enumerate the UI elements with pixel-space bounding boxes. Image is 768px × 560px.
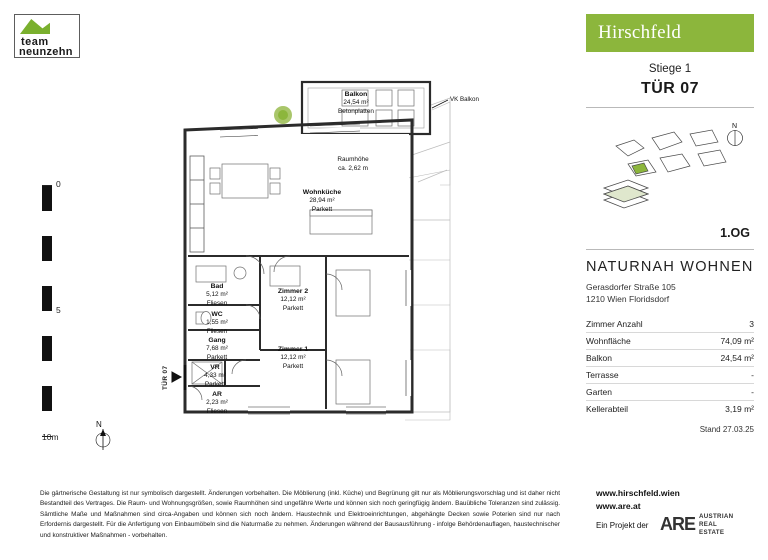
spec-label: Wohnfläche xyxy=(586,335,631,346)
spec-label: Zimmer Anzahl xyxy=(586,318,643,329)
spec-label: Kellerabteil xyxy=(586,403,629,414)
floorplan-drawing xyxy=(150,60,570,470)
scale-segment xyxy=(42,236,52,261)
projekt-label: Ein Projekt der xyxy=(596,521,649,530)
scale-segment xyxy=(42,336,52,361)
brand-title: Hirschfeld xyxy=(598,22,682,43)
naturnah-wohnen-title: NATURNAH WOHNEN xyxy=(586,259,754,275)
room-label-zimmer-2: Zimmer 2 12,12 m² Parkett xyxy=(277,288,309,312)
spec-row xyxy=(586,401,754,417)
are-wordmark: ARE xyxy=(660,514,696,535)
room-label-zimmer-1: Zimmer 1 12,12 m² Parkett xyxy=(277,346,309,370)
divider xyxy=(586,107,754,108)
scale-segment xyxy=(42,361,52,386)
scale-segment xyxy=(42,286,52,311)
stiege-label: Stiege 1 xyxy=(648,63,692,75)
compass-icon xyxy=(88,418,118,452)
specs-table xyxy=(586,316,754,417)
ceiling-height-label: Raumhöhe ca. 2,62 m xyxy=(337,156,369,172)
door-tag: TÜR 07 xyxy=(162,365,169,390)
scale-segment xyxy=(42,261,52,286)
are-sub-3: ESTATE xyxy=(699,528,725,536)
vk-balkon-label: VK Balkon xyxy=(450,96,479,103)
spec-row xyxy=(586,350,754,367)
spec-value: - xyxy=(751,386,754,397)
website-hirschfeld[interactable]: www.hirschfeld.wien xyxy=(596,488,680,498)
are-sub-1: AUSTRIAN xyxy=(699,513,734,520)
team-neunzehn-logo xyxy=(14,14,80,58)
room-label-wohnkueche: Wohnküche 28,94 m² Parkett xyxy=(302,189,342,213)
room-label-wc: WC 1,55 m² Fliesen xyxy=(206,311,228,335)
scale-label-10: 10m xyxy=(42,432,59,442)
room-label-ar: AR 2,23 m² Fliesen xyxy=(206,391,228,415)
spec-row xyxy=(586,367,754,384)
tuer-label: TÜR 07 xyxy=(640,80,700,97)
disclaimer-text: Die gärtnerische Gestaltung ist nur symbolisch dargestellt. Änderungen vorbehalten. Die Möblierung (inkl. Küche) und Begrünung gilt nur als Möblierungsvorschlag und ist daher nicht Bestandteil des Vertrages. Die Raum- und Wohnungsgrößen, sowie Raumhöhen sind ungefähre Werte und können sich noch geringfügig ändern. Bauübliche Toleranzen sind zulässig. Sämtliche Maße und Maßnahmen sind circa-Angaben und können sich noch ändern. Haustechnik und Elektroeinrichtungen, abgehängte Decken sowie Poterien sind nur nach Erfordernis dargestellt. Für die Anfertigung von Einbaumöbeln sind die Naturmaße zu nehmen. Änderungen während der Bausausführung - infolge Behördenauflagen, haustechnischer und konstruktiver Maßnahmen - vorbehalten. xyxy=(40,490,560,539)
site-overview-diagram xyxy=(586,114,754,224)
spec-value: 3 xyxy=(749,318,754,329)
are-sub-2: REAL xyxy=(699,520,718,528)
info-panel xyxy=(586,14,754,434)
spec-row xyxy=(586,333,754,350)
scale-segment xyxy=(42,311,52,336)
brand-bar xyxy=(586,14,754,52)
are-logo xyxy=(660,513,733,536)
room-label-balkon: Balkon 24,54 m² Betonplatten xyxy=(338,91,374,115)
spec-label: Balkon xyxy=(586,352,612,363)
scale-bar xyxy=(42,179,61,445)
svg-text:N: N xyxy=(732,123,738,130)
logo-line-2: neunzehn xyxy=(19,46,73,58)
divider xyxy=(586,249,754,250)
floor-label: 1.OG xyxy=(720,226,750,240)
scale-segment xyxy=(42,211,52,236)
spec-label: Garten xyxy=(586,386,612,397)
website-are[interactable]: www.are.at xyxy=(596,500,641,511)
svg-text:N: N xyxy=(96,420,102,429)
spec-value: 3,19 m² xyxy=(725,403,754,414)
address-line-1: Gerasdorfer Straße 105 xyxy=(586,282,676,292)
room-label-gang: Gang 7,68 m² Parkett xyxy=(206,337,228,361)
room-label-bad: Bad 5,12 m² Fliesen xyxy=(206,283,228,307)
scale-segment xyxy=(42,186,52,211)
roof-logo-icon xyxy=(20,19,50,35)
logo-line-1: team xyxy=(21,36,49,48)
spec-row xyxy=(586,384,754,401)
spec-label: Terrasse xyxy=(586,369,619,380)
address-line-2: 1210 Wien Floridsdorf xyxy=(586,294,670,305)
room-label-vr: VR 4,33 m² Parkett xyxy=(204,364,226,388)
scale-label-5: 5 xyxy=(56,305,61,315)
scale-segment xyxy=(42,386,52,411)
spec-value: - xyxy=(751,369,754,380)
spec-row xyxy=(586,316,754,333)
scale-label-0: 0 xyxy=(56,179,61,189)
spec-value: 74,09 m² xyxy=(720,335,754,346)
spec-value: 24,54 m² xyxy=(720,352,754,363)
stand-date: Stand 27.03.25 xyxy=(699,424,754,434)
